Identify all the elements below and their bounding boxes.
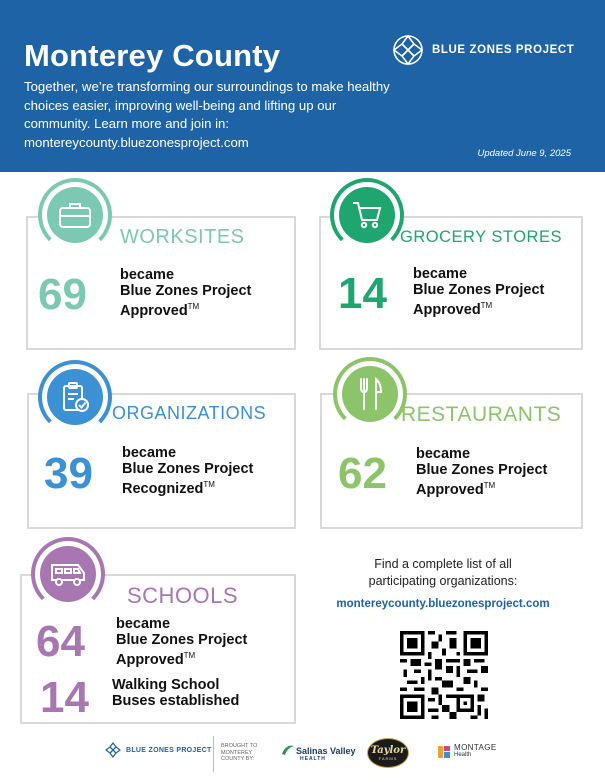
- qr-code-icon[interactable]: [400, 631, 488, 719]
- taylor-sub: FARMS: [378, 756, 398, 761]
- montage-text: MONTAGE: [454, 743, 497, 752]
- school-bus-icon: [50, 561, 86, 587]
- header-banner: [0, 0, 605, 172]
- montage-mark-icon: [437, 745, 451, 759]
- schools-badge: [40, 546, 96, 602]
- grocery-badge: [339, 187, 395, 243]
- schools-tm: TM: [183, 651, 196, 660]
- schools-line2: Blue Zones Project: [116, 631, 248, 648]
- worksites-line2: Blue Zones Project: [120, 282, 252, 299]
- blue-zones-logo: [392, 34, 574, 66]
- restaurants-count: 62: [338, 449, 387, 498]
- montage-health-logo: [437, 744, 497, 759]
- restaurants-badge: [342, 366, 398, 422]
- footer-divider: [213, 736, 214, 772]
- worksites-line3: [120, 299, 251, 319]
- walking-bus-line1: Walking School: [112, 677, 220, 693]
- intro-text: Together, we’re transforming our surroundings to make healthy choices easier, improving well-being and lifting up our community. Learn more and join in: montereycounty.bluezonesproject.com: [24, 79, 390, 150]
- schools-description: [116, 617, 247, 668]
- updated-date: Updated June 9, 2025: [477, 148, 571, 159]
- restaurants-tm: TM: [483, 481, 496, 490]
- footer-sponsors: [0, 732, 605, 782]
- restaurants-status: Approved: [416, 481, 484, 498]
- clipboard-check-icon: [60, 381, 90, 413]
- blue-zones-emblem-icon: [392, 34, 424, 66]
- schools-line1: became: [116, 616, 171, 632]
- worksites-count: 69: [38, 270, 87, 319]
- salinas-valley-swoosh-icon: [281, 743, 295, 757]
- find-line1: Find a complete list of all: [374, 557, 512, 571]
- organizations-line1: became: [122, 445, 177, 461]
- restaurants-line3: [416, 478, 547, 498]
- page-title: Monterey County: [24, 38, 281, 73]
- footer-bzp-text: BLUE ZONES PROJECT: [126, 746, 212, 754]
- walking-bus-line2: Buses established: [112, 692, 240, 709]
- restaurants-line1: became: [416, 446, 471, 462]
- walking-bus-description: [112, 678, 239, 709]
- fork-knife-icon: [357, 377, 383, 411]
- grocery-description: [413, 267, 544, 318]
- grocery-line3: [413, 298, 544, 318]
- worksites-tm: TM: [187, 302, 200, 311]
- organizations-status: Recognized: [122, 480, 204, 497]
- blue-zones-emblem-icon: [105, 742, 121, 758]
- grocery-line1: became: [413, 266, 468, 282]
- taylor-text: Taylor: [370, 745, 406, 756]
- brought-line3: COUNTY BY:: [221, 756, 255, 762]
- montage-sub: Health: [454, 752, 472, 758]
- shopping-cart-icon: [351, 200, 383, 230]
- schools-line3: [116, 648, 247, 668]
- organizations-description: [122, 446, 253, 497]
- restaurants-description: [416, 447, 547, 498]
- worksites-badge: [47, 187, 103, 243]
- blue-zones-logo-text: BLUE ZONES PROJECT: [432, 44, 575, 56]
- organizations-category: ORGANIZATIONS: [112, 403, 267, 423]
- organizations-line2: Blue Zones Project: [122, 460, 254, 477]
- find-list-text: [318, 556, 568, 590]
- organizations-tm: TM: [203, 480, 215, 489]
- schools-category: SCHOOLS: [127, 583, 239, 608]
- restaurants-line2: Blue Zones Project: [416, 461, 548, 478]
- brought-line2: MONTEREY: [221, 749, 253, 756]
- salinas-valley-logo: Salinas Valley: [296, 746, 356, 756]
- schools-status: Approved: [116, 651, 184, 668]
- brought-to-text: [221, 743, 271, 763]
- grocery-category: GROCERY STORES: [400, 228, 562, 246]
- worksites-description: [120, 268, 251, 319]
- brought-line1: BROUGHT TO: [221, 743, 258, 749]
- taylor-farms-logo: [367, 738, 409, 768]
- footer-bzp-logo: [105, 742, 212, 758]
- walking-bus-count: 14: [40, 673, 89, 722]
- grocery-count: 14: [338, 269, 387, 318]
- briefcase-icon: [58, 201, 92, 229]
- restaurants-category: RESTAURANTS: [401, 403, 562, 426]
- salinas-valley-sub: HEALTH: [300, 756, 326, 762]
- worksites-category: WORKSITES: [120, 226, 245, 248]
- organizations-count: 39: [44, 449, 93, 498]
- grocery-status: Approved: [413, 301, 481, 318]
- find-line2: participating organizations:: [368, 574, 518, 588]
- schools-count: 64: [36, 617, 85, 666]
- organizations-line3: [122, 477, 253, 497]
- organizations-badge: [47, 369, 103, 425]
- grocery-line2: Blue Zones Project: [413, 281, 545, 298]
- worksites-line1: became: [120, 267, 175, 283]
- grocery-tm: TM: [480, 301, 493, 310]
- website-link[interactable]: montereycounty.bluezonesproject.com: [336, 598, 550, 610]
- worksites-status: Approved: [120, 302, 188, 319]
